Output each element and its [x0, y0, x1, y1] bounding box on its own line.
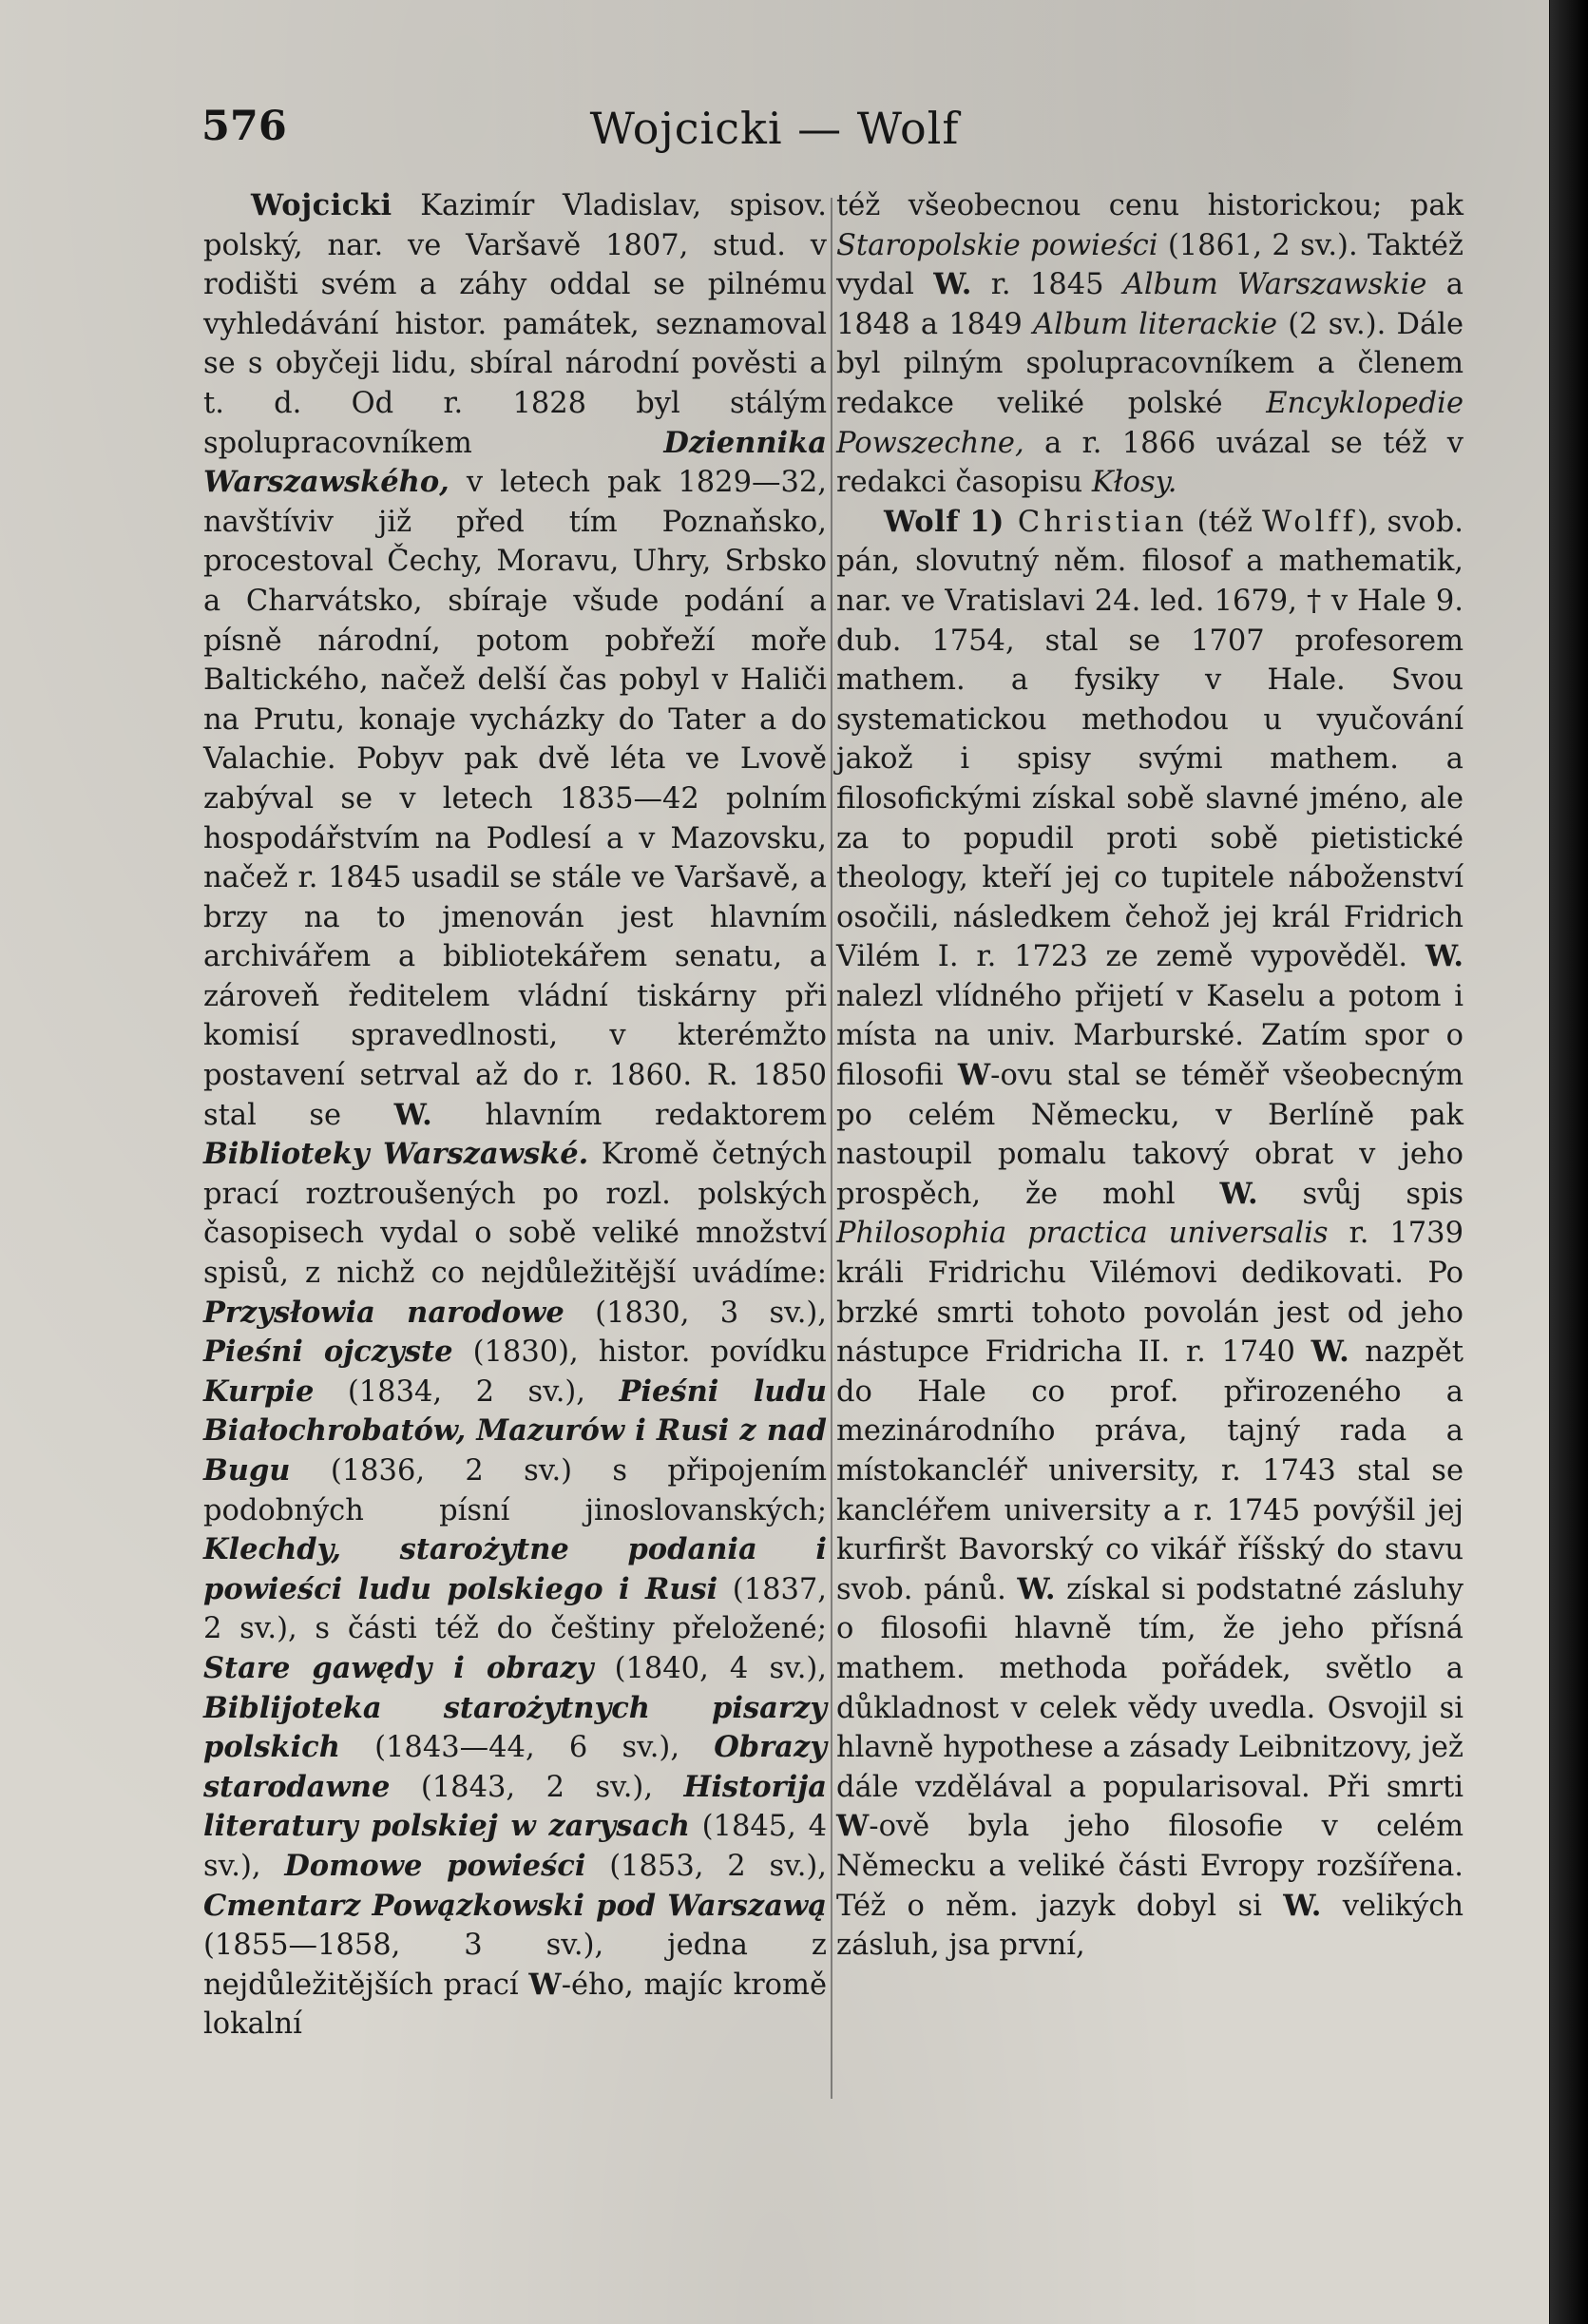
abbrev-w: W. [1219, 1176, 1258, 1211]
entry-text: (1840, 4 sv.), [593, 1651, 827, 1685]
entry-text: (1855—1858, 3 sv.), jedna z nejdůležitějších prací [203, 1929, 827, 2002]
work-title: Obrazy starodawne [203, 1730, 827, 1804]
entry-text: (1830), histor. povídku [452, 1335, 827, 1370]
work-title: Kurpie [203, 1373, 315, 1409]
entry-wojcicki [203, 186, 827, 2045]
entry-text: (1843, 2 sv.), [390, 1770, 684, 1804]
entry-text: r. 1739 králi Fridrichu Vilémovi dedikovati. Po brzké smrti tohoto povolán jest od jeho nástupce Fridricha II. r. 1740 [836, 1217, 1464, 1370]
work-title: Philosophia practica universalis [836, 1217, 1329, 1251]
entry-text: (též [1187, 505, 1262, 539]
running-head [0, 103, 1549, 169]
work-title: Kłosy. [1091, 466, 1177, 500]
entry-text: též všeobecnou cenu historickou; pak [836, 189, 1464, 222]
entry-text: (1830, 3 sv.), [564, 1296, 827, 1330]
entry-text: ), svob. pán, slovutný něm. filosof a mathematik, nar. ve Vratislavi 24. led. 1679, † v Hale 9. dub. 1754, stal se 1707 profesorem mathem. a fysiky v Hale. Svou systematickou methodou u vyučování jakož i spisy svými mathem. a filosofickými získal sobě slavné jméno, ale za to popudil proti sobě pietistické theology, kteří jej co tupitele náboženství osočili, následkem čehož jej král Fridrich Vilém I. r. 1723 ze země vypověděl. [836, 505, 1464, 974]
entry-text: -ého, majíc kromě lokalní [203, 1968, 827, 2042]
column-rule [831, 198, 832, 2099]
entry-text: velikých zásluh, jsa první, [836, 1889, 1464, 1963]
entry-text: -ově byla jeho filosofie v celém Německu a veliké části Evropy rozšířena. Též o něm. jazyk dobyl si [836, 1810, 1464, 1923]
work-title: Dziennika Warszawského, [203, 425, 827, 500]
work-title: Klechdy, starożytne podania i powieści ludu polskiego i Rusi [203, 1532, 827, 1606]
entry-text: (1837, 2 sv.), s části též do češtiny přeložené; [203, 1572, 827, 1646]
entry-text: nalezl vlídného přijetí v Kaselu a potom i místa na univ. Marburské. Zatím spor o filosofii [836, 979, 1464, 1093]
entry-text: Kazimír Vladislav, spisov. polský, nar. ve Varšavě 1807, stud. v rodišti svém a záhy oddal se pilnému vyhledávání histor. památek, seznamoval se s obyčeji lidu, sbíral národní pověsti a t. d. Od r. 1828 byl stálým spolupracovníkem [203, 189, 827, 460]
abbrev-w: W [836, 1809, 870, 1844]
work-title: Stare gawędy i obrazy [203, 1650, 594, 1685]
work-title: Przysłowia narodowe [203, 1295, 564, 1330]
work-title: Album Warszawskie [1122, 268, 1427, 302]
work-title: Encyklopedie Powszechne, [836, 386, 1464, 460]
work-title: Domowe powieści [284, 1848, 586, 1883]
left-column [203, 186, 827, 2045]
entry-text: nazpět do Hale co prof. přirozeného a mezinárodního práva, tajný rada a místokancléř university, r. 1743 stal se kancléřem university a r. 1745 povýšil jej kurfiršt Bavorský co vikář říšský do stavu svob. pánů. [836, 1335, 1464, 1606]
scan-edge [1550, 0, 1588, 2324]
abbrev-w: W. [1017, 1571, 1056, 1606]
work-title: Cmentarz Powązkowski pod Warszawą [203, 1888, 827, 1923]
abbrev-w: W. [1283, 1888, 1322, 1923]
entry-text: (1861, 2 sv.). Taktéž vydal [836, 228, 1464, 302]
entry-text: (1834, 2 sv.), [314, 1374, 620, 1409]
work-title: Album literackie [1033, 307, 1278, 341]
headword: Wolf 1) [884, 504, 1004, 539]
abbrev-w: W [957, 1058, 991, 1093]
entry-text: Kromě četných prací roztroušených po rozl. polských časopisech vydal o sobě veliké množství spisů, z nichž co nejdůležitější uvádíme: [203, 1138, 828, 1291]
work-title: Pieśni ludu Białochrobatów, Mazurów i Rusi z nad Bugu [203, 1373, 828, 1488]
entry-wolf [836, 503, 1464, 1966]
abbrev-w: W. [1425, 939, 1464, 974]
work-title: Biblioteky Warszawské. [203, 1137, 589, 1172]
person-name: Christian [1004, 505, 1188, 539]
entry-text: získal si podstatné zásluhy o filosofii hlavně tím, že jeho přísná mathem. methoda pořádek, světlo a důkladnost v celek vědy uvedla. Osvojil si hlavně hypothese a zásady Leibnitzovy, jež dále vzdělával a popularisoval. Při smrti [836, 1572, 1464, 1804]
abbrev-w: W. [393, 1097, 432, 1132]
entry-text: svůj spis [1257, 1177, 1464, 1211]
entry-text: (1843—44, 6 sv.), [339, 1731, 715, 1765]
work-title: Staropolskie powieści [836, 228, 1158, 262]
headword: Wojcicki [251, 188, 392, 222]
abbrev-w: W. [1311, 1335, 1349, 1370]
entry-text: r. 1845 [971, 268, 1123, 302]
entry-text: (1845, 4 sv.), [203, 1810, 828, 1883]
right-column [836, 186, 1464, 1966]
entry-text: hlavním redaktorem [431, 1098, 827, 1132]
entry-wojcicki-continued [836, 186, 1464, 503]
entry-text: a r. 1866 uvázal se též v redakci časopisu [836, 426, 1464, 500]
person-name: Wolff [1261, 505, 1357, 539]
abbrev-w: W. [933, 267, 972, 302]
work-title: Biblijoteka starożytnych pisarzy polskich [203, 1690, 827, 1765]
entry-text: -ovu stal se téměř všeobecným po celém Německu, v Berlíně pak nastoupil pomalu takový obrat v jeho prospěch, že mohl [836, 1059, 1464, 1211]
entry-text: v letech pak 1829—32, navštíviv již před tím Poznaňsko, procestoval Čechy, Moravu, Uhry, Srbsko a Charvátsko, sbíraje všude podání a písně národní, potom pobřeží moře Baltického, načež delší čas pobyl v Haliči na Prutu, konaje vycházky do Tater a do Valachie. Pobyv pak dvě léta ve Lvově zabýval se v letech 1835—42 polním hospodářstvím na Podlesí a v Mazovsku, načež r. 1845 usadil se stále ve Varšavě, a brzy na to jmenován jest hlavním archivářem a bibliotekářem senatu, a zároveň ředitelem vládní tiskárny při komisí spravedlnosti, v kterémžto postavení setrval až do r. 1860. R. 1850 stal se [203, 466, 827, 1132]
entry-text: (2 sv.). Dále byl pilným spolupracovníkem a členem redakce veliké polské [836, 307, 1464, 420]
page-number: 576 [201, 103, 287, 150]
work-title: Pieśni ojczyste [203, 1335, 453, 1370]
entry-text: (1853, 2 sv.), [585, 1849, 827, 1883]
work-title: Historija literatury polskiej w zarysach [203, 1769, 827, 1844]
entry-text: (1836, 2 sv.) s připojením podobných písní jinoslovanských; [203, 1454, 827, 1527]
entry-text: a 1848 a 1849 [836, 268, 1464, 341]
abbrev-w: W [528, 1967, 562, 2002]
running-head-title: Wojcicki — Wolf [589, 103, 960, 154]
